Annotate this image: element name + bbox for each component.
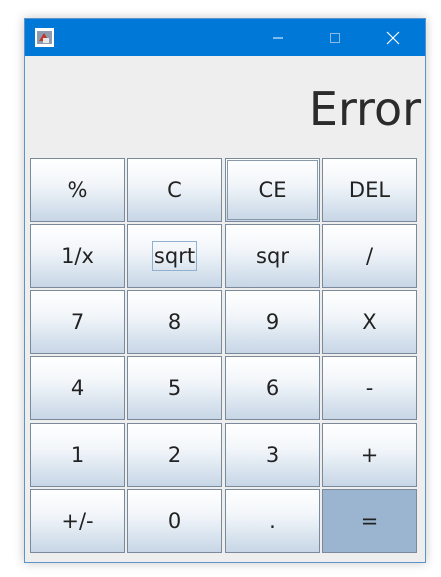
key-label: 8 [167, 310, 182, 334]
key-label: . [269, 509, 276, 533]
minimize-button[interactable] [255, 19, 301, 56]
key-label: 1 [70, 443, 85, 467]
close-button[interactable] [370, 19, 416, 56]
digit-6-button[interactable] [225, 356, 320, 420]
reciprocal-button[interactable] [30, 224, 125, 288]
clear-button[interactable] [127, 158, 222, 222]
title-bar[interactable] [25, 19, 425, 56]
digit-9-button[interactable] [225, 290, 320, 354]
digit-1-button[interactable] [30, 423, 125, 487]
decimal-button[interactable] [225, 489, 320, 553]
maximize-icon [329, 32, 341, 44]
key-label: + [360, 443, 379, 467]
java-app-icon [35, 28, 54, 47]
digit-5-button[interactable] [127, 356, 222, 420]
keypad [30, 158, 420, 558]
delete-button[interactable] [322, 158, 417, 222]
key-label: - [365, 376, 374, 400]
maximize-button[interactable] [312, 19, 358, 56]
key-label: 0 [167, 509, 182, 533]
sqrt-button[interactable] [127, 224, 222, 288]
add-button[interactable] [322, 423, 417, 487]
key-label: C [167, 178, 182, 202]
key-label: sqr [256, 244, 289, 268]
clear-entry-button[interactable] [225, 158, 320, 222]
calculator-window [24, 18, 426, 563]
key-label: / [365, 244, 374, 268]
key-label: DEL [348, 178, 391, 202]
key-label: % [67, 178, 88, 202]
key-label: X [362, 310, 377, 334]
divide-button[interactable] [322, 224, 417, 288]
digit-4-button[interactable] [30, 356, 125, 420]
display-value: Error [308, 82, 421, 136]
digit-0-button[interactable] [127, 489, 222, 553]
key-label: 5 [167, 376, 182, 400]
subtract-button[interactable] [322, 356, 417, 420]
key-label: 7 [70, 310, 85, 334]
multiply-button[interactable] [322, 290, 417, 354]
equals-button[interactable] [322, 489, 417, 553]
key-label: 3 [265, 443, 280, 467]
key-label: sqrt [152, 241, 197, 271]
digit-2-button[interactable] [127, 423, 222, 487]
key-label: 4 [70, 376, 85, 400]
key-label: 1/x [61, 244, 94, 268]
digit-3-button[interactable] [225, 423, 320, 487]
close-icon [386, 31, 400, 45]
key-label: +/- [61, 509, 94, 533]
percent-button[interactable] [30, 158, 125, 222]
digit-8-button[interactable] [127, 290, 222, 354]
digit-7-button[interactable] [30, 290, 125, 354]
key-label: 2 [167, 443, 182, 467]
minimize-icon [272, 32, 284, 44]
key-label: = [360, 509, 379, 533]
key-label: 6 [265, 376, 280, 400]
negate-button[interactable] [30, 489, 125, 553]
key-label: 9 [265, 310, 280, 334]
key-label: CE [258, 178, 287, 202]
square-button[interactable] [225, 224, 320, 288]
result-display [25, 56, 425, 158]
